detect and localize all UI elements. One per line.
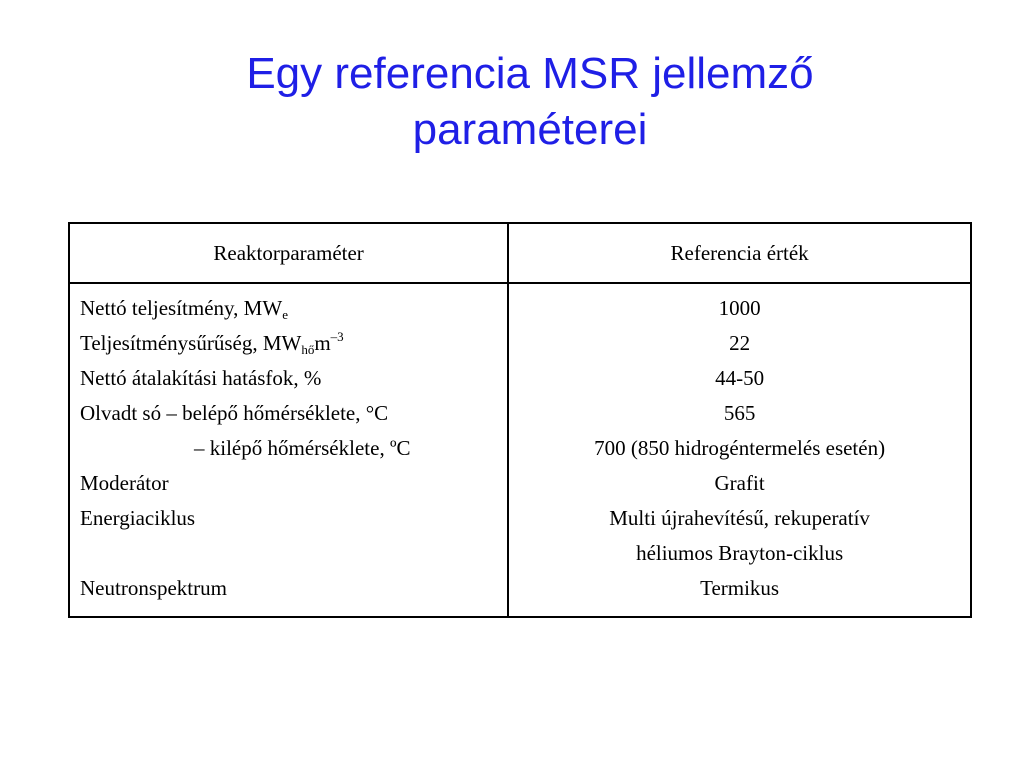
- parameter-net-efficiency: Nettó átalakítási hatásfok, %: [80, 366, 322, 390]
- parameter-blank-line: [80, 536, 497, 571]
- parameter-neutron-spectrum: Neutronspektrum: [80, 576, 227, 600]
- value-column: [508, 283, 971, 617]
- value-net-efficiency: 44-50: [715, 366, 765, 390]
- parameter-moderator: Moderátor: [80, 471, 169, 495]
- value-power-density: 22: [729, 331, 751, 355]
- parameter-net-power: Nettó teljesítmény, $MW_e$: [80, 296, 288, 322]
- value-neutron-spectrum: Termikus: [700, 576, 780, 600]
- parameter-salt-outlet-temperature: – kilépő hőmérséklete, ºC: [194, 436, 411, 460]
- value-moderator: Grafit: [714, 471, 765, 495]
- value-salt-inlet-temperature: 565: [723, 401, 756, 425]
- value-energy-cycle-line-2: héliumos Brayton-ciklus: [636, 541, 844, 565]
- slide-title-line-2: paraméterei: [412, 105, 648, 154]
- slide-title-line-1: Egy referencia MSR jellemző: [246, 49, 814, 98]
- parameter-salt-inlet-temperature: Olvadt só – belépő hőmérséklete, °C: [80, 401, 389, 425]
- parameter-column: [69, 283, 508, 617]
- value-salt-outlet-temperature: 700 (850 hidrogéntermelés esetén): [594, 436, 886, 460]
- table-row: [69, 283, 971, 617]
- value-net-power: 1000: [718, 296, 761, 320]
- parameter-table: [68, 222, 972, 618]
- header-reference-value: Referencia érték: [508, 223, 971, 283]
- parameter-energy-cycle: Energiaciklus: [80, 506, 196, 530]
- slide-title: [150, 46, 910, 158]
- value-energy-cycle-line-1: Multi újrahevítésű, rekuperatív: [609, 506, 870, 530]
- parameter-power-density: Teljesítménysűrűség, $MW_{hő}m^{-3}$: [80, 329, 344, 357]
- table-header-row: [69, 223, 971, 283]
- header-reactor-parameter: Reaktorparaméter: [69, 223, 508, 283]
